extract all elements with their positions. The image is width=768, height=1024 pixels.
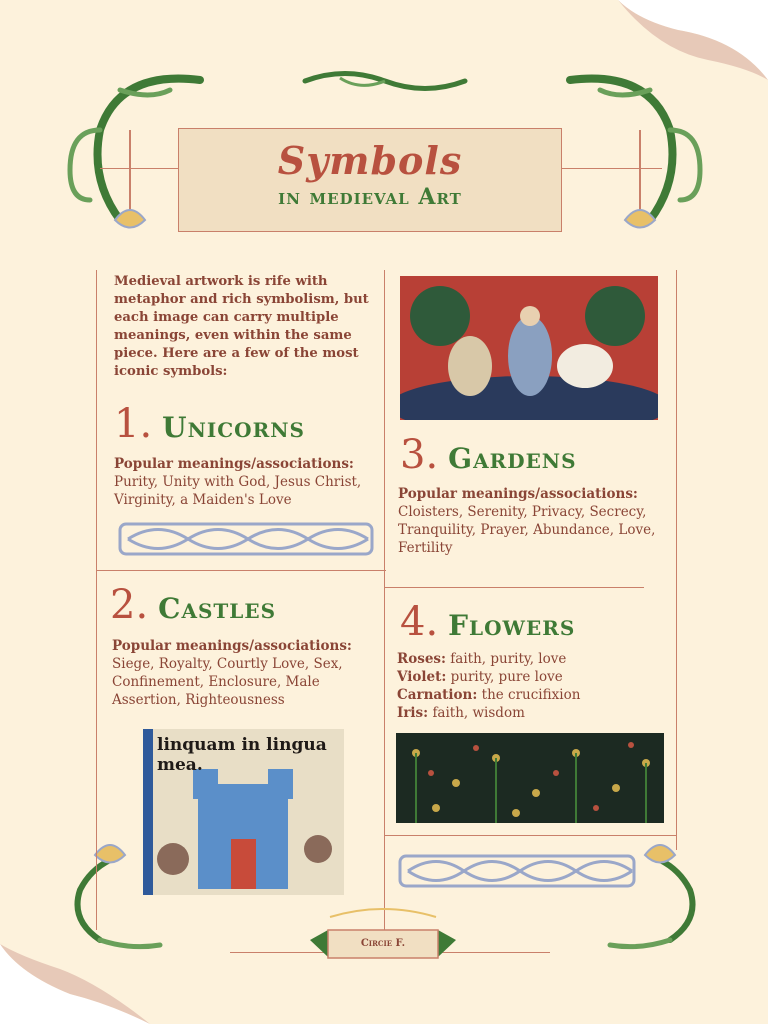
vine-ornament-icon — [600, 830, 710, 960]
section-heading-unicorns — [114, 401, 305, 448]
knotwork-ornament-icon — [118, 520, 374, 558]
frame-rule — [562, 168, 662, 169]
meaning-label: Popular meanings/associations: — [398, 486, 638, 502]
frame-rule — [676, 270, 677, 850]
section-heading-flowers — [400, 599, 576, 646]
manuscript-text: linquam in lingua mea. — [157, 735, 327, 775]
flower-meanings-list — [397, 650, 667, 722]
meaning-text: Siege, Royalty, Courtly Love, Sex, Confinement, Enclosure, Male Assertion, Righteousness — [112, 656, 343, 708]
meaning-label: Popular meanings/associations: — [114, 456, 354, 472]
section-heading-gardens — [400, 432, 577, 479]
frame-rule — [100, 168, 178, 169]
page-title: Symbols — [277, 138, 463, 183]
vine-ornament-icon — [560, 70, 710, 250]
flower-item: Roses: faith, purity, love — [397, 651, 567, 667]
section-title: Flowers — [448, 609, 576, 642]
section-title: Castles — [158, 592, 277, 625]
intro-paragraph: Medieval artwork is rife with metaphor and rich symbolism, but each image can carry multiple meanings, even within the same piece. Here are a few of the most iconic symbols: — [114, 274, 369, 379]
flower-item: Carnation: the crucifixion — [397, 687, 581, 703]
flower-item: Iris: faith, wisdom — [397, 705, 525, 721]
title-box — [178, 128, 562, 232]
section-number: 4. — [400, 599, 439, 645]
top-vine-ornament-icon — [300, 66, 470, 96]
section-body-gardens — [398, 485, 660, 557]
unicorn-tapestry-image — [400, 276, 658, 420]
meaning-label: Popular meanings/associations: — [112, 638, 352, 654]
section-body-unicorns — [114, 455, 376, 509]
author-credit: Circie F. — [360, 938, 406, 949]
section-divider — [384, 835, 676, 836]
frame-rule — [96, 270, 97, 930]
castle-illumination-image — [143, 729, 344, 895]
section-divider — [384, 587, 644, 588]
page-subtitle: in medieval Art — [278, 184, 462, 210]
millefleur-tapestry-image — [396, 733, 664, 823]
section-number: 3. — [400, 432, 439, 478]
meaning-text: Cloisters, Serenity, Privacy, Secrecy, Tranquility, Prayer, Abundance, Love, Fertility — [398, 504, 656, 556]
section-heading-castles — [110, 582, 277, 629]
section-divider — [96, 570, 386, 571]
column-divider — [384, 270, 385, 940]
knotwork-ornament-icon — [398, 852, 636, 890]
meaning-text: Purity, Unity with God, Jesus Christ, Virginity, a Maiden's Love — [114, 474, 362, 508]
page-curl-corner — [618, 0, 768, 80]
section-number: 2. — [110, 582, 149, 628]
section-title: Unicorns — [162, 411, 305, 444]
flower-item: Violet: purity, pure love — [397, 669, 563, 685]
section-title: Gardens — [448, 442, 577, 475]
section-number: 1. — [114, 401, 153, 447]
section-body-castles — [112, 637, 378, 709]
